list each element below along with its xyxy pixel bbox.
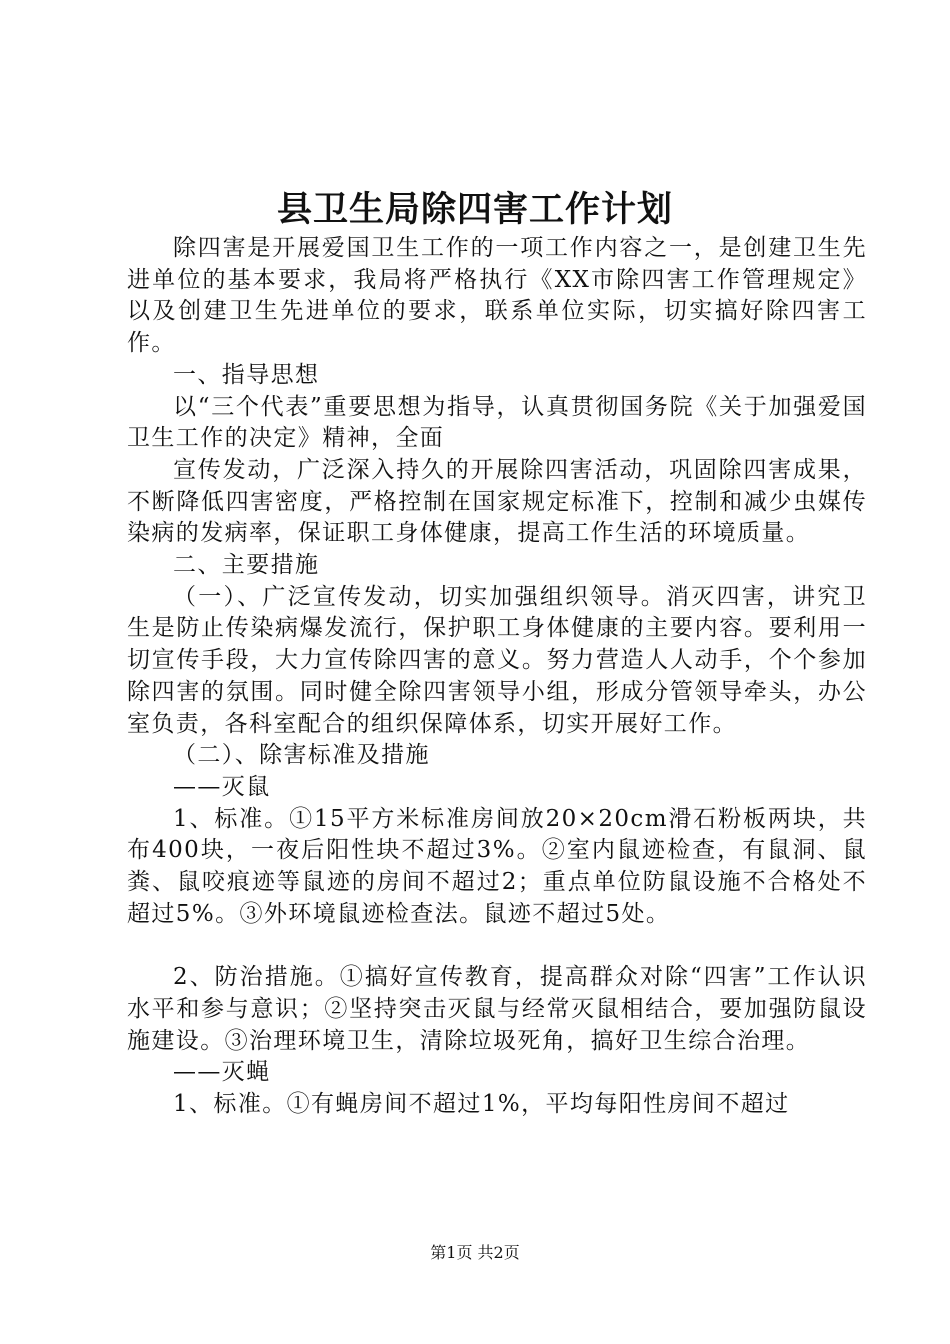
- document-body: [127, 233, 867, 1121]
- paragraph-fly-standard: 1、标准。①有蝇房间不超过1%，平均每阳性房间不超过: [173, 1090, 790, 1117]
- paragraph-guiding-2: 宣传发动，广泛深入持久的开展除四害活动，巩固除四害成果，不断降低四害密度，严格控制在国家规定标准下，控制和减少虫媒传染病的发病率，保证职工身体健康，提高工作生活的环境质量。: [127, 456, 867, 547]
- paragraph-guiding-1: 以“三个代表”重要思想为指导，认真贯彻国务院《关于加强爱国卫生工作的决定》精神，全面: [127, 393, 867, 452]
- heading-main-measures: 二、主要措施: [173, 552, 320, 579]
- subheading-standards: （二）、除害标准及措施: [173, 742, 430, 769]
- blank-line: [127, 930, 867, 962]
- heading-guiding-ideology: 一、指导思想: [173, 361, 320, 388]
- subheading-rodent-control: ——灭鼠: [173, 773, 271, 800]
- paragraph-intro: 除四害是开展爱国卫生工作的一项工作内容之一，是创建卫生先进单位的基本要求，我局将严格执行《XX市除四害工作管理规定》以及创建卫生先进单位的要求，联系单位实际，切实搞好除四害工作。: [127, 235, 867, 357]
- page-footer: 第1页 共2页: [430, 1243, 520, 1262]
- paragraph-measure-1: （一）、广泛宣传发动，切实加强组织领导。消灭四害，讲究卫生是防止传染病爆发流行，保护职工身体健康的主要内容。要利用一切宣传手段，大力宣传除四害的意义。努力营造人人动手，个个参加除四害的氛围。同时健全除四害领导小组，形成分管领导牵头，办公室负责，各科室配合的组织保障体系，切实开展好工作。: [127, 583, 867, 737]
- document-title: 县卫生局除四害工作计划: [276, 189, 673, 230]
- paragraph-rodent-standard: 1、标准。①15平方米标准房间放20×20cm滑石粉板两块，共布400块，一夜后阳性块不超过3%。②室内鼠迹检查，有鼠洞、鼠粪、鼠咬痕迹等鼠迹的房间不超过2；重点单位防鼠设施不合格处不超过5%。③外环境鼠迹检查法。鼠迹不超过5处。: [127, 805, 867, 927]
- paragraph-rodent-measures: 2、防治措施。①搞好宣传教育，提高群众对除“四害”工作认识水平和参与意识；②坚持突击灭鼠与经常灭鼠相结合，要加强防鼠设施建设。③治理环境卫生，清除垃圾死角，搞好卫生综合治理。: [127, 964, 867, 1054]
- subheading-fly-control: ——灭蝇: [173, 1059, 271, 1086]
